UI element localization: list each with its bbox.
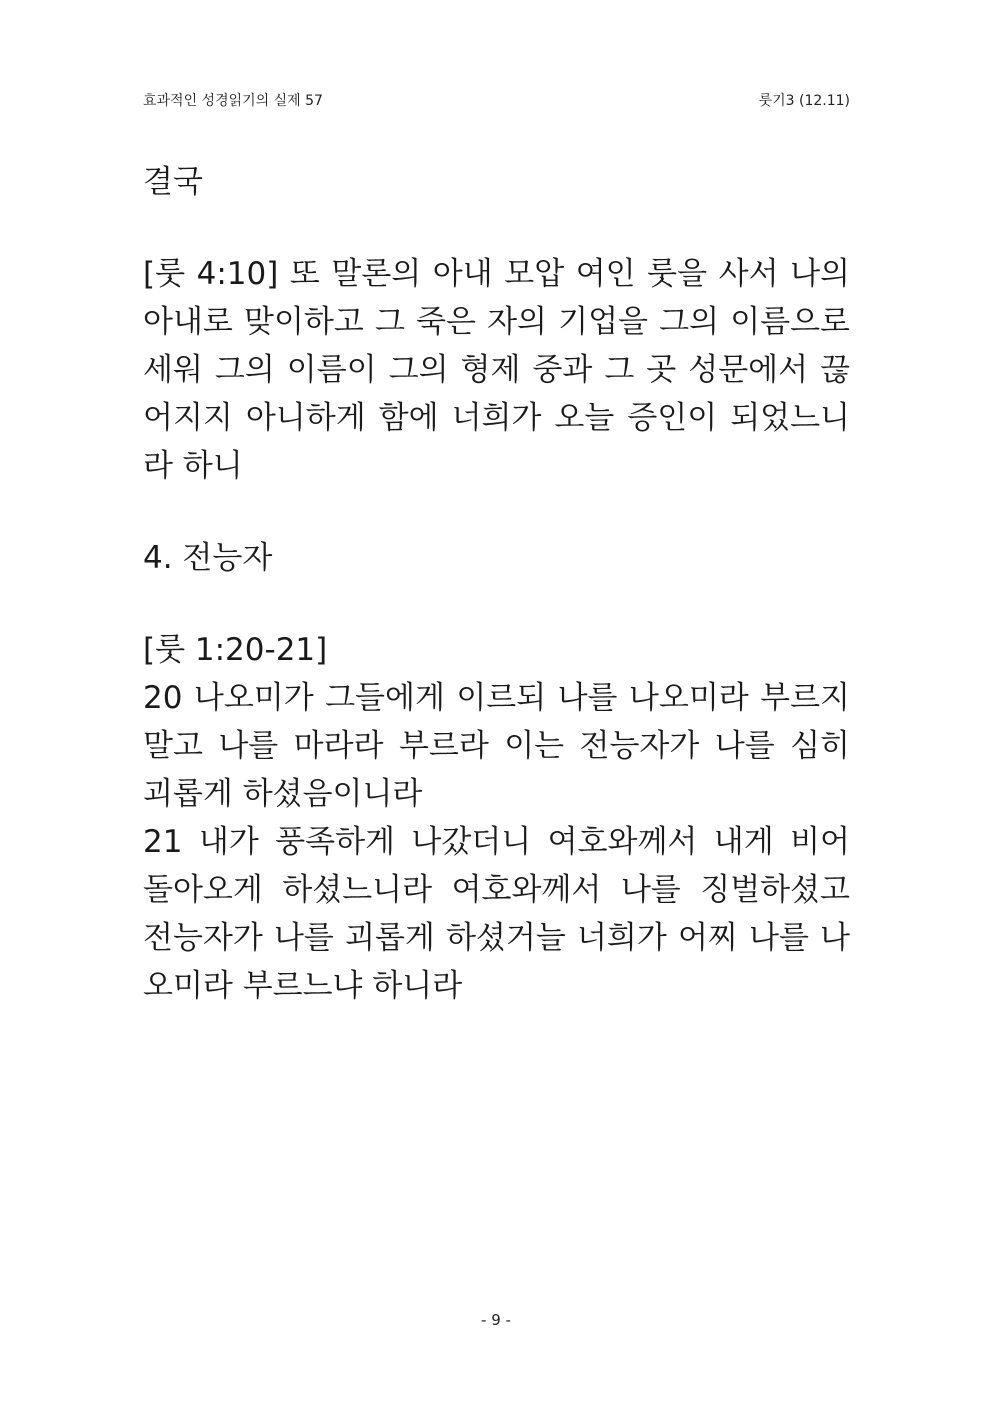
section-heading-result: 결국 bbox=[143, 164, 203, 200]
header-chapter-label: 룻기3 (12.11) bbox=[758, 93, 850, 109]
verse-ruth-4-10: [룻 4:10] 또 말론의 아내 모압 여인 룻을 사서 나의 아내로 맞이하고 그 죽은 자의 기업을 그의 이름으로 세워 그의 이름이 그의 형제 중과 그 곳 성문에서 끊어지지 아니하게 함에 너희가 오늘 증인이 되었느니라 하니 bbox=[143, 256, 850, 484]
spacer bbox=[143, 206, 850, 250]
section-heading-almighty: 4. 전능자 bbox=[143, 540, 273, 576]
spacer bbox=[143, 582, 850, 626]
header-book-title: 효과적인 성경읽기의 실제 57 bbox=[143, 93, 323, 109]
spacer bbox=[143, 490, 850, 534]
verse-ruth-1-21: 21 내가 풍족하게 나갔더니 여호와께서 내게 비어 돌아오게 하셨느니라 여호와께서 나를 징벌하셨고 전능자가 나를 괴롭게 하셨거늘 너희가 어찌 나를 나오미라 부르느냐 하니라 bbox=[143, 824, 850, 1004]
verse-reference: [룻 1:20-21] bbox=[143, 632, 328, 668]
page-header bbox=[143, 90, 850, 112]
page-body bbox=[143, 158, 850, 1010]
page-number: - 9 - bbox=[481, 1311, 511, 1329]
verse-ruth-1-20: 20 나오미가 그들에게 이르되 나를 나오미라 부르지 말고 나를 마라라 부르라 이는 전능자가 나를 심히 괴롭게 하셨음이니라 bbox=[143, 680, 850, 812]
